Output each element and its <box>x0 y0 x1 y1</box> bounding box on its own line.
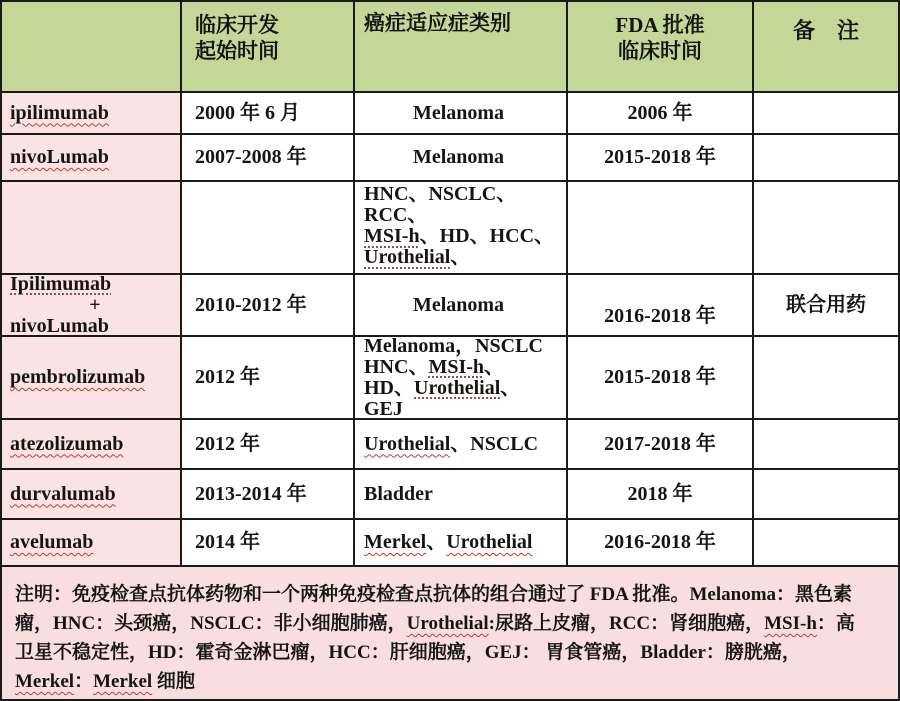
cell-start-ipilimumab: 2000 年 6 月 <box>182 93 355 135</box>
text-line <box>364 337 562 357</box>
cell-drug-nivolumab <box>2 135 182 182</box>
underlined-term: ipilimumab <box>10 101 109 124</box>
cell-drug-atezolizumab <box>2 420 182 470</box>
underlined-term: nivoLumab <box>10 314 109 337</box>
cell-note-avelumab <box>754 520 900 567</box>
header-cell-cancer-indication <box>355 2 568 93</box>
text-segment: HNC、 <box>364 355 429 378</box>
cell-drug-durvalumab <box>2 470 182 520</box>
text-segment: FDA 批准 <box>615 13 705 37</box>
text-segment: HD、 <box>364 376 414 399</box>
text-segment: 、NSCLC <box>450 432 539 455</box>
text-segment: 临床开发 <box>195 13 279 37</box>
underlined-term: Merkel <box>15 671 75 692</box>
text-line <box>10 275 180 295</box>
text-segment: 卫星不稳定性，HD：霍奇金淋巴瘤，HCC：肝细胞癌，GEJ： 胃食管癌，Bladder：膀胱癌， <box>15 642 801 663</box>
text-segment: 癌症适应症类别 <box>364 11 511 35</box>
text-segment: 、 <box>450 246 471 268</box>
text-segment: Melanoma，NSCLC <box>364 337 543 357</box>
cell-note-empty <box>754 182 900 275</box>
text-segment: + <box>89 293 101 316</box>
text-segment: 、HD、HCC、 <box>419 225 555 247</box>
cell-note-nivolumab <box>754 135 900 182</box>
text-line <box>568 38 752 64</box>
text-segment: 瘤，HNC：头颈癌，NSCLC：非小细胞肺癌， <box>15 613 407 634</box>
text-line <box>364 247 562 268</box>
cell-start-avelumab: 2014 年 <box>182 520 355 567</box>
underlined-term: Urothelial <box>364 246 451 268</box>
underlined-term: MSI-h <box>428 355 485 378</box>
underlined-term: Urothelial <box>414 376 501 399</box>
text-line <box>15 638 886 667</box>
underlined-term: pembrolizumab <box>10 366 146 388</box>
cell-start-nivolumab: 2007-2008 年 <box>182 135 355 182</box>
text-segment: 注明：免疫检查点抗体药物和一个两种免疫检查点抗体的组合通过了 FDA 批准。Melanoma：黑色素 <box>15 584 853 605</box>
text-segment: Melanoma <box>412 146 505 168</box>
cell-start-pembrolizumab: 2012 年 <box>182 337 355 420</box>
cell-drug-empty <box>2 182 182 275</box>
text-line <box>10 367 180 388</box>
cell-indication-ipilimumab <box>355 93 568 135</box>
underlined-term: Urothelial <box>406 613 489 634</box>
underlined-term: Merkel <box>93 671 153 692</box>
cell-note-atezolizumab <box>754 420 900 470</box>
cell-indication-list <box>355 182 568 275</box>
text-line <box>355 147 562 168</box>
text-segment: HNC、NSCLC、 <box>364 183 517 205</box>
cell-indication-atezolizumab <box>355 420 568 470</box>
footnote <box>2 567 900 701</box>
text-segment: GEJ <box>364 397 403 420</box>
cell-start-empty <box>182 182 355 275</box>
text-line <box>364 378 562 399</box>
cell-fda-empty <box>568 182 754 275</box>
cell-start-combo: 2010-2012 年 <box>182 275 355 337</box>
cell-note-ipilimumab <box>754 93 900 135</box>
cell-note-combo: 联合用药 <box>754 275 900 337</box>
text-segment: 、 <box>484 355 505 378</box>
text-line <box>195 12 353 38</box>
cell-indication-nivolumab <box>355 135 568 182</box>
underlined-term: atezolizumab <box>10 432 124 455</box>
text-segment: ：高 <box>816 613 855 634</box>
text-line <box>364 484 562 505</box>
underlined-term: Urothelial <box>446 531 533 553</box>
text-line <box>195 38 353 64</box>
cell-fda-avelumab: 2016-2018 年 <box>568 520 754 567</box>
cell-fda-atezolizumab: 2017-2018 年 <box>568 420 754 470</box>
text-segment: :尿路上皮瘤，RCC：肾细胞癌， <box>488 613 765 634</box>
text-line <box>15 580 886 609</box>
underlined-term: MSI-h <box>764 613 817 634</box>
text-line <box>568 12 752 38</box>
cell-note-pembrolizumab <box>754 337 900 420</box>
text-line <box>364 184 562 205</box>
text-segment: Melanoma <box>412 293 505 316</box>
text-line <box>10 532 180 553</box>
text-line <box>10 295 180 316</box>
cell-note-durvalumab <box>754 470 900 520</box>
cell-start-atezolizumab: 2012 年 <box>182 420 355 470</box>
underlined-term: durvalumab <box>10 482 116 505</box>
cell-fda-combo: 2016-2018 年 <box>568 275 754 337</box>
drug-table-grid <box>2 2 900 567</box>
underlined-term: Urothelial <box>364 432 451 455</box>
underlined-term: Ipilimumab <box>10 275 112 295</box>
text-segment: Bladder <box>364 482 433 505</box>
underlined-term: Merkel <box>364 531 427 553</box>
text-line <box>10 316 180 337</box>
text-line <box>364 532 562 553</box>
text-segment: ： <box>74 671 94 692</box>
text-segment: 备 注 <box>792 18 859 43</box>
text-segment: 细胞 <box>152 671 195 692</box>
header-cell-remarks <box>754 2 900 93</box>
header-cell-clinical-dev-start <box>182 2 355 93</box>
cell-start-durvalumab: 2013-2014 年 <box>182 470 355 520</box>
underlined-term: MSI-h <box>364 225 420 247</box>
cell-fda-durvalumab: 2018 年 <box>568 470 754 520</box>
underlined-term: nivoLumab <box>10 146 109 168</box>
cell-fda-pembrolizumab: 2015-2018 年 <box>568 337 754 420</box>
text-line <box>15 609 886 638</box>
text-line <box>15 667 886 696</box>
text-line <box>355 103 562 124</box>
cell-drug-avelumab <box>2 520 182 567</box>
text-line <box>364 226 562 247</box>
text-segment: 临床时间 <box>618 39 702 63</box>
header-cell-fda-approval-time <box>568 2 754 93</box>
text-segment: 起始时间 <box>195 39 279 63</box>
text-segment: RCC、 <box>364 204 428 226</box>
text-line <box>364 205 562 226</box>
text-line <box>10 484 180 505</box>
text-line <box>355 295 562 316</box>
text-segment: 、 <box>500 376 521 399</box>
text-line <box>754 18 898 44</box>
cell-indication-avelumab <box>355 520 568 567</box>
text-line <box>364 357 562 378</box>
cell-fda-nivolumab: 2015-2018 年 <box>568 135 754 182</box>
cell-drug-ipilimumab-nivolumab-combo <box>2 275 182 337</box>
text-line <box>364 434 562 455</box>
text-line <box>10 147 180 168</box>
cell-indication-combo <box>355 275 568 337</box>
text-line <box>10 434 180 455</box>
header-cell-empty <box>2 2 182 93</box>
cell-drug-pembrolizumab <box>2 337 182 420</box>
underlined-term: avelumab <box>10 531 94 553</box>
cell-indication-durvalumab <box>355 470 568 520</box>
text-segment: 、 <box>426 531 447 553</box>
text-line <box>364 10 566 36</box>
cell-drug-ipilimumab <box>2 93 182 135</box>
text-segment: Melanoma <box>412 101 505 124</box>
text-line <box>10 103 180 124</box>
cell-fda-ipilimumab: 2006 年 <box>568 93 754 135</box>
cell-indication-pembrolizumab <box>355 337 568 420</box>
text-line <box>364 399 562 420</box>
